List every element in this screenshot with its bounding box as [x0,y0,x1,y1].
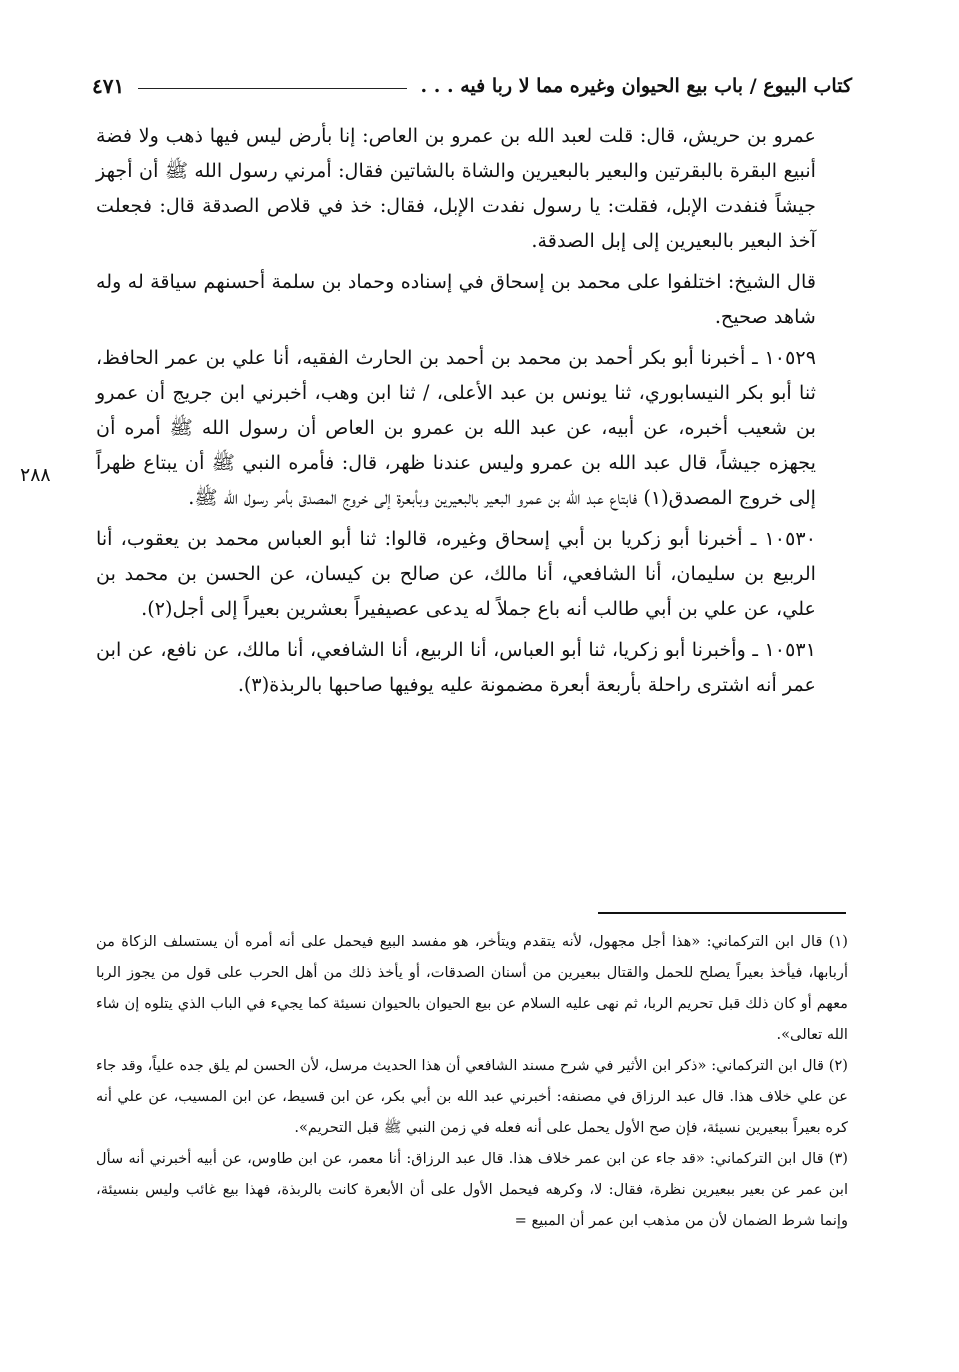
paragraph: ١٠٥٣١ ـ وأخبرنا أبو زكريا، ثنا أبو العباس، أنا الربيع، أنا الشافعي، أنا مالك، عن نافع، عن ابن عمر أنه اشترى راحلة بأربعة أبعرة مضمونة عليه يوفيها صاحبها بالربذة(٣). [96,638,816,696]
running-header [92,66,852,106]
footnote: (١) قال ابن التركماني: «هذا أجل مجهول، لأنه يتقدم ويتأخر، هو مفسد البيع فيحمل على أنه أمره أن يستسلف الزكاة من أربابها، فيأخذ بعيراً يصلح للحمل والقتال ببعيرين من أسنان الصدقات، أو يأخذ ذلك من أهل الحرب على قول من يجوز الربا معهم أو كان ذلك قبل تحريم الربا، ثم نهى عليه السلام عن بيع الحيوان بالحيوان نسيئة كما يجيء في الباب الذي يتلوه إن شاء الله تعالى». [96,933,848,1043]
chapter-title: كتاب البيوع / باب بيع الحيوان وغيره مما لا ربا فيه . . . [420,75,852,97]
footnotes [96,926,848,1236]
header-rule [138,88,406,89]
footnote: (٢) قال ابن التركماني: «ذكر ابن الأثير في شرح مسند الشافعي أن هذا الحديث مرسل، لأن الحسن لم يلق جده علياً، وقد جاء عن علي خلاف هذا. قال عبد الرزاق في مصنفه: أخبرني عبد الله بن أبي بكر، عن ابن قسيط، عن ابن المسيب، عن علي أنه كره بعيراً ببعيرين نسيئة، فإن صح الأول يحمل على أنه فعله في زمن النبي ﷺ قبل التحريم». [96,1057,848,1136]
footnote-separator [598,912,846,914]
paragraph: قال الشيخ: اختلفوا على محمد بن إسحاق في إسناده وحماد بن سلمة أحسنهم سياقة له وله شاهد صحيح. [96,270,816,328]
paragraph: ١٠٥٢٩ ـ أخبرنا أبو بكر أحمد بن محمد بن أحمد بن الحارث الفقيه، أنا علي بن عمر الحافظ، ثنا أبو بكر النيسابوري، ثنا يونس بن عبد الأعلى، / ثنا ابن وهب، أخبرني ابن جريج أن عمرو بن شعيب أخبره، عن أبيه، عن عبد الله بن عمرو بن العاص أن رسول الله ﷺ أمره أن يجهزه جيشاً، قال عبد الله بن عمرو وليس عندنا ظهر، قال: فأمره النبي ﷺ أن يبتاع ظهراً إلى خروج المصدق(١) فابتاع عبد الله بن عمرو البعير بالبعيرين وبأبعرة إلى خروج المصدق بأمر رسول الله ﷺ. [96,346,816,509]
paragraph: ١٠٥٣٠ ـ أخبرنا أبو زكريا بن أبي إسحاق وغيره، قالوا: ثنا أبو العباس محمد بن يعقوب، أنا الربيع بن سليمان، أنا الشافعي، أنا مالك، عن صالح بن كيسان، عن الحسن بن محمد بن علي، عن علي بن أبي طالب أنه باع جملاً له يدعى عصيفيراً بعشرين بعيراً إلى أجل(٢). [96,527,816,620]
footnote: (٣) قال ابن التركماني: «قد جاء عن ابن عمر خلاف هذا. قال عبد الرزاق: أنا معمر، عن ابن طاوس، عن أبيه أخبرني أنه سأل ابن عمر عن بعير ببعيرين نظرة، فقال: لا، وكرهه فيحمل الأول على أن الأبعرة كانت بالربذة، فهذا بيع غائب وليس بنسيئة، وإنما شرط الضمان لأن من مذهب ابن عمر أن المبيع = [96,1150,848,1229]
paragraph: عمرو بن حريش، قال: قلت لعبد الله بن عمرو بن العاص: إنا بأرض ليس فيها ذهب ولا فضة أنبيع البقرة بالبقرتين والبعير بالبعيرين والشاة بالشاتين فقال: أمرني رسول الله ﷺ أن أجهز جيشاً فنفدت الإبل، فقلت: يا رسول نفدت الإبل، فقال: خذ في قلاص الصدقة قال: فجعلت آخذ البعير بالبعيرين إلى إبل الصدقة. [96,124,816,252]
page-number: ٤٧١ [92,74,125,98]
margin-page-reference: ٢٨٨ [20,464,51,486]
main-text [96,118,816,708]
